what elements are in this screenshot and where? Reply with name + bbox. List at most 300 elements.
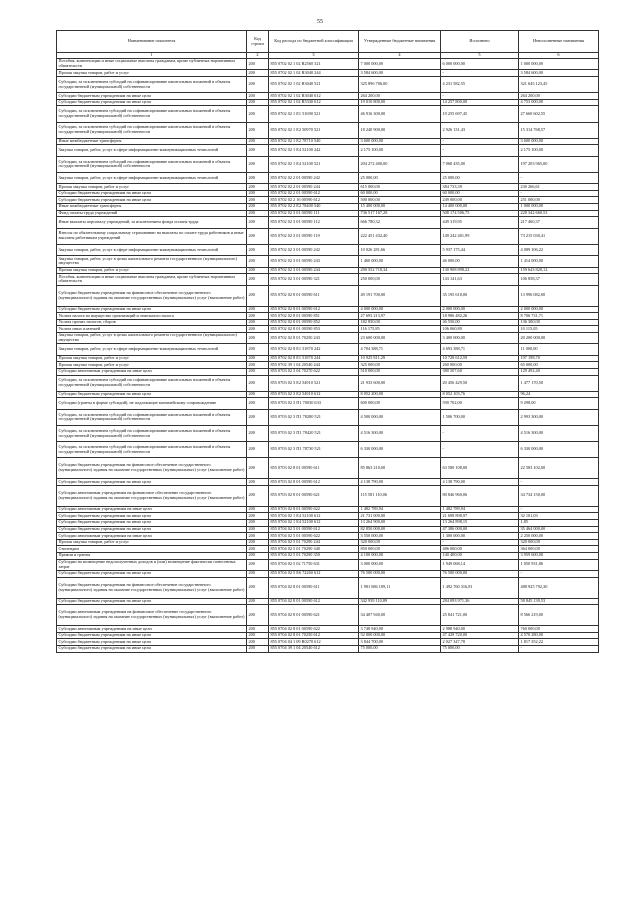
table-row [57, 228, 599, 244]
cell-line-code: 200 [247, 332, 269, 343]
cell-approved-amount: 27 693 213,97 [359, 313, 441, 320]
cell-indicator-name: Субсидии бюджетным учреждениям на иные цели [57, 93, 247, 100]
cell-classification-code: 855 0702 02 3 01 00590 111 [269, 210, 359, 217]
cell-classification-code: 855 0702 02 2 01 00590 244 [269, 184, 359, 191]
cell-executed-amount: - [441, 93, 519, 100]
page-number: 55 [317, 19, 323, 25]
cell-indicator-name: Прочая закупка товаров, работ и услуг [57, 362, 247, 369]
cell-classification-code: 855 0703 02 8 01 00590 622 [269, 506, 359, 513]
cell-indicator-name: Премии и гранты [57, 553, 247, 560]
cell-classification-code: 855 0702 02 1 02 R3040 244 [269, 70, 359, 77]
cell-approved-amount: 21 731 000,00 [359, 513, 441, 520]
cell-approved-amount: 264 200,00 [359, 93, 441, 100]
cell-indicator-name: Субсидии, за исключением субсидий на софинансирование капитальных вложений в объекты государственной (муниципальной) собственности [57, 76, 247, 92]
cell-classification-code: 855 0704 02 8 01 00590 622 [269, 626, 359, 633]
cell-line-code: 200 [247, 319, 269, 326]
header-classification-code: Код расхода по бюджетной классификации [269, 31, 359, 53]
cell-approved-amount: 615 000,00 [359, 184, 441, 191]
cell-approved-amount: 25 000,00 [359, 172, 441, 183]
cell-classification-code: 855 0702 02 1 E2 50970 521 [269, 122, 359, 138]
table-row [57, 326, 599, 333]
cell-approved-amount: 116 175,85 [359, 326, 441, 333]
header-remaining: Неисполненные назначения [519, 31, 599, 53]
table-header-row [57, 31, 599, 53]
cell-classification-code: 855 0702 02 1 E4 52100 242 [269, 145, 359, 156]
cell-line-code: 200 [247, 306, 269, 313]
cell-indicator-name: Субсидии бюджетным учреждениям на иные цели [57, 99, 247, 106]
cell-line-code: 200 [247, 639, 269, 646]
cell-approved-amount: 4 000 000,00 [359, 306, 441, 313]
cell-indicator-name: Иные выплаты персоналу учреждений, за исключением фонда оплаты труда [57, 217, 247, 228]
cell-line-code: 200 [247, 409, 269, 425]
cell-classification-code: 855 0704 02 8 01 00590 611 [269, 577, 359, 598]
cell-executed-amount: 14 257 800,00 [441, 99, 519, 106]
cell-indicator-name: Прочая закупка товаров, работ и услуг [57, 539, 247, 546]
column-index: 2 [247, 53, 269, 59]
cell-classification-code: 855 0702 02 3 01 00590 321 [269, 274, 359, 285]
cell-indicator-name: Уплата прочих налогов, сборов [57, 319, 247, 326]
cell-classification-code: 855 0704 02 5 01 70290 350 [269, 553, 359, 560]
cell-approved-amount: 75 000,00 [359, 645, 441, 652]
cell-executed-amount: 5 937 175,44 [441, 244, 519, 255]
table-row [57, 106, 599, 122]
cell-indicator-name: Субсидии, за исключением субсидий на софинансирование капитальных вложений в объекты государственной (муниципальной) собственности [57, 106, 247, 122]
table-row [57, 319, 599, 326]
table-row [57, 99, 599, 106]
cell-remaining-amount: 230 266,61 [519, 184, 599, 191]
cell-line-code: 200 [247, 256, 269, 267]
cell-approved-amount: 46 916 300,00 [359, 106, 441, 122]
cell-approved-amount: 23 600 000,00 [359, 332, 441, 343]
table-row [57, 375, 599, 391]
table-row [57, 577, 599, 598]
cell-line-code: 200 [247, 197, 269, 204]
cell-line-code: 200 [247, 106, 269, 122]
cell-indicator-name: Субсидии автономным учреждениям на иные цели [57, 368, 247, 375]
cell-executed-amount: 2 926 131,43 [441, 122, 519, 138]
table-row [57, 362, 599, 369]
header-line-code: Код строки [247, 31, 269, 53]
cell-approved-amount: 736 517 167,28 [359, 210, 441, 217]
cell-indicator-name: Субсидии бюджетным учреждениям на финансовое обеспечение государственного (муниципального) задания на оказание государственных (муниципальных) услуг (выполнение работ) [57, 458, 247, 479]
cell-executed-amount: 1 300 000,00 [441, 533, 519, 540]
cell-line-code: 200 [247, 485, 269, 506]
cell-line-code: 200 [247, 228, 269, 244]
cell-classification-code: 855 0704 02 8 01 70250 612 [269, 632, 359, 639]
cell-remaining-amount: 488 925 792,30 [519, 577, 599, 598]
cell-classification-code: 855 0702 02 1 02 R5330 612 [269, 99, 359, 106]
table-row [57, 122, 599, 138]
cell-executed-amount: 18 986 482,26 [441, 313, 519, 320]
cell-line-code: 200 [247, 344, 269, 355]
cell-executed-amount: - [441, 138, 519, 145]
table-row [57, 274, 599, 285]
cell-line-code: 200 [247, 626, 269, 633]
cell-classification-code: 855 0703 02 8 01 00590 621 [269, 485, 359, 506]
cell-line-code: 200 [247, 244, 269, 255]
cell-classification-code: 855 0702 02 2 01 00590 612 [269, 190, 359, 197]
cell-classification-code: 855 0702 02 1 02 R3040 612 [269, 93, 359, 100]
cell-indicator-name: Субсидии автономным учреждениям на иные цели [57, 626, 247, 633]
cell-line-code: 200 [247, 425, 269, 441]
cell-classification-code: 855 0704 02 8 01 00590 612 [269, 598, 359, 605]
cell-classification-code: 855 0703 02 8 01 00590 611 [269, 458, 359, 479]
cell-remaining-amount: 1 000 000,00 [519, 59, 599, 70]
cell-executed-amount: 143 141,63 [441, 274, 519, 285]
cell-approved-amount: 4 500 000,00 [359, 409, 441, 425]
cell-approved-amount: 3 000 000,00 [359, 559, 441, 570]
cell-line-code: 200 [247, 313, 269, 320]
cell-classification-code: 855 0703 02 3 04 70270 622 [269, 368, 359, 375]
cell-remaining-amount: 22 583 102,00 [519, 458, 599, 479]
cell-executed-amount: 6 000 000,00 [441, 59, 519, 70]
cell-approved-amount: 2 175 100,00 [359, 145, 441, 156]
cell-line-code: 200 [247, 138, 269, 145]
cell-executed-amount: 1 949 068,14 [441, 559, 519, 570]
cell-executed-amount: - [441, 425, 519, 441]
cell-approved-amount: 4 100 000,00 [359, 553, 441, 560]
cell-line-code: 200 [247, 362, 269, 369]
cell-indicator-name: Субсидии, за исключением субсидий на софинансирование капитальных вложений в объекты государственной (муниципальной) собственности [57, 375, 247, 391]
cell-classification-code: 855 0702 02 1 E4 52100 521 [269, 156, 359, 172]
cell-remaining-amount: 2 175 100,00 [519, 145, 599, 156]
cell-classification-code: 855 0702 02 8 01 00590 852 [269, 319, 359, 326]
cell-line-code: 200 [247, 598, 269, 605]
cell-indicator-name: Субсидии бюджетным учреждениям на финансовое обеспечение государственного (муниципального) задания на оказание государственных (муниципальных) услуг (выполнение работ) [57, 577, 247, 598]
cell-classification-code: 855 0704 02 5 E6 72260 612 [269, 571, 359, 578]
cell-remaining-amount: 3 584 600,00 [519, 70, 599, 77]
cell-approved-amount: 222 451 432,40 [359, 228, 441, 244]
cell-indicator-name: Фонд оплаты труда учреждений [57, 210, 247, 217]
cell-indicator-name: Закупка товаров, работ, услуг в целях капитального ремонта государственного (муниципального) имущества [57, 256, 247, 267]
column-index: 5 [441, 53, 519, 59]
cell-remaining-amount: 2 250 000,00 [519, 533, 599, 540]
column-index: 3 [269, 53, 359, 59]
cell-classification-code: 855 0704 02 5 01 00590 612 [269, 526, 359, 533]
cell-remaining-amount: 364 000,00 [519, 546, 599, 553]
cell-line-code: 200 [247, 274, 269, 285]
cell-classification-code: 855 0702 02 8 E1 51870 244 [269, 355, 359, 362]
cell-approved-amount: 3 748 940,00 [359, 626, 441, 633]
table-row [57, 553, 599, 560]
cell-remaining-amount: 8 706 731,71 [519, 313, 599, 320]
cell-indicator-name: Субсидии бюджетным учреждениям на иные цели [57, 526, 247, 533]
cell-indicator-name: Субсидии автономным учреждениям на иные цели [57, 506, 247, 513]
cell-indicator-name: Закупка товаров, работ, услуг в сфере информационно-коммуникационных технологий [57, 145, 247, 156]
cell-executed-amount: 3 400 000,00 [441, 332, 519, 343]
table-row [57, 70, 599, 77]
cell-executed-amount: - [441, 145, 519, 156]
cell-approved-amount: 500 000,00 [359, 197, 441, 204]
cell-classification-code: 855 0703 02 3 E2 54910 612 [269, 391, 359, 398]
cell-indicator-name: Закупка товаров, работ, услуг в сфере информационно-коммуникационных технологий [57, 244, 247, 255]
table-row [57, 210, 599, 217]
cell-remaining-amount: 65 000,00 [519, 362, 599, 369]
cell-indicator-name: Стипендии [57, 546, 247, 553]
cell-classification-code: 855 0702 02 3 01 00590 242 [269, 244, 359, 255]
table-row [57, 145, 599, 156]
cell-classification-code: 855 0703 02 3 П1 78730 521 [269, 442, 359, 458]
cell-classification-code: 855 0702 02 3 01 00590 244 [269, 267, 359, 274]
cell-indicator-name: Уплата налога на имущество организаций и земельного налога [57, 313, 247, 320]
table-row [57, 539, 599, 546]
cell-executed-amount: 1 506 700,00 [441, 409, 519, 425]
cell-classification-code: 855 0704 02 5 01 70290 244 [269, 539, 359, 546]
cell-approved-amount: 21 933 600,00 [359, 375, 441, 391]
cell-classification-code: 855 0702 02 3 01 00590 112 [269, 217, 359, 228]
cell-classification-code: 855 0702 02 8 01 00590 611 [269, 285, 359, 306]
cell-approved-amount: 510 000,00 [359, 368, 441, 375]
table-row [57, 605, 599, 626]
cell-line-code: 200 [247, 571, 269, 578]
cell-indicator-name: Закупка товаров, работ, услуг в сфере информационно-коммуникационных технологий [57, 172, 247, 183]
cell-approved-amount: 76 500 000,00 [359, 571, 441, 578]
cell-remaining-amount: 35 464 000,00 [519, 526, 599, 533]
cell-line-code: 200 [247, 546, 269, 553]
cell-classification-code: 855 0702 02 8 01 00590 851 [269, 313, 359, 320]
cell-classification-code: 855 0704 02 5 02 71750 631 [269, 559, 359, 570]
cell-indicator-name: Прочая закупка товаров, работ и услуг [57, 267, 247, 274]
table-row [57, 639, 599, 646]
cell-executed-amount: 14 400 000,00 [441, 204, 519, 211]
cell-approved-amount: 182 850,00 [359, 319, 441, 326]
cell-line-code: 200 [247, 59, 269, 70]
cell-approved-amount: 204 272 400,00 [359, 156, 441, 172]
cell-executed-amount: - [441, 442, 519, 458]
header-approved: Утвержденные бюджетные назначения [359, 31, 441, 53]
cell-indicator-name: Субсидии, за исключением субсидий на софинансирование капитальных вложений в объекты государственной (муниципальной) собственности [57, 409, 247, 425]
cell-classification-code: 855 0702 02 1 02 R3040 521 [269, 76, 359, 92]
cell-executed-amount: 2 000 000,00 [441, 306, 519, 313]
table-row [57, 391, 599, 398]
cell-line-code: 200 [247, 204, 269, 211]
cell-executed-amount: 260 000,00 [441, 362, 519, 369]
header-indicator-name: Наименование показателя [57, 31, 247, 53]
table-row [57, 458, 599, 479]
cell-line-code: 200 [247, 632, 269, 639]
cell-executed-amount: 449 319,95 [441, 217, 519, 228]
cell-remaining-amount: 27 660 602,55 [519, 106, 599, 122]
cell-executed-amount: 380 507,60 [441, 368, 519, 375]
cell-executed-amount: 4 231 582,55 [441, 76, 519, 92]
cell-executed-amount: 20 456 429,50 [441, 375, 519, 391]
cell-approved-amount: 290 552 718,34 [359, 267, 441, 274]
cell-executed-amount: 590 702,00 [441, 398, 519, 409]
cell-remaining-amount: - [519, 479, 599, 486]
table-row [57, 59, 599, 70]
table-row [57, 306, 599, 313]
cell-indicator-name: Субсидии бюджетным учреждениям на иные цели [57, 639, 247, 646]
cell-remaining-amount: 32 101,03 [519, 513, 599, 520]
cell-classification-code: 855 0703 02 3 П1 78280 521 [269, 409, 359, 425]
cell-remaining-amount: - [519, 172, 599, 183]
cell-classification-code: 855 0704 02 8 01 00590 621 [269, 605, 359, 626]
table-row [57, 485, 599, 506]
cell-line-code: 200 [247, 375, 269, 391]
cell-remaining-amount: 4 089 106,22 [519, 244, 599, 255]
cell-executed-amount: 35 195 618,00 [441, 285, 519, 306]
cell-line-code: 200 [247, 172, 269, 183]
cell-approved-amount: 1 981 686 109,11 [359, 577, 441, 598]
cell-classification-code: 855 0704 02 1 E4 52100 612 [269, 513, 359, 520]
cell-remaining-amount: 1 050 931,86 [519, 559, 599, 570]
table-row [57, 632, 599, 639]
cell-indicator-name: Прочая закупка товаров, работ и услуг [57, 184, 247, 191]
table-row [57, 138, 599, 145]
cell-classification-code: 855 0704 02 5 01 00590 622 [269, 533, 359, 540]
cell-indicator-name: Субсидии бюджетным учреждениям на иные цели [57, 598, 247, 605]
cell-executed-amount: 46 000,00 [441, 256, 519, 267]
cell-remaining-amount: 34 734 150,00 [519, 485, 599, 506]
cell-remaining-amount: 217 460,37 [519, 217, 599, 228]
cell-indicator-name: Субсидии бюджетным учреждениям на финансовое обеспечение государственного (муниципального) задания на оказание государственных (муниципальных) услуг (выполнение работ) [57, 285, 247, 306]
cell-classification-code: 855 0702 02 1 02 R2560 321 [269, 59, 359, 70]
table-row [57, 425, 599, 441]
cell-indicator-name: Пособия, компенсации и иные социальные выплаты гражданам, кроме публичных нормативных обязательств [57, 274, 247, 285]
cell-remaining-amount: 2 993 300,00 [519, 409, 599, 425]
cell-remaining-amount: 96,24 [519, 391, 599, 398]
cell-indicator-name: Субсидии (гранты в форме субсидий), не подлежащие казначейскому сопровождению [57, 398, 247, 409]
cell-line-code: 200 [247, 99, 269, 106]
column-index: 1 [57, 53, 247, 59]
table-row [57, 190, 599, 197]
cell-executed-amount: 130 908 898,22 [441, 267, 519, 274]
cell-classification-code: 855 0702 02 2 01 00590 242 [269, 172, 359, 183]
table-row [57, 559, 599, 570]
cell-indicator-name: Субсидии бюджетным учреждениям на иные цели [57, 571, 247, 578]
cell-indicator-name: Прочая закупка товаров, работ и услуг [57, 355, 247, 362]
cell-line-code: 200 [247, 368, 269, 375]
cell-approved-amount: 115 581 110,06 [359, 485, 441, 506]
cell-classification-code: 855 0702 02 8 01 00590 853 [269, 326, 359, 333]
cell-approved-amount: 1 460 000,00 [359, 256, 441, 267]
cell-executed-amount: 47 429 720,00 [441, 632, 519, 639]
cell-line-code: 200 [247, 479, 269, 486]
cell-line-code: 200 [247, 553, 269, 560]
cell-remaining-amount: - [519, 190, 599, 197]
cell-approved-amount: 19 010 800,00 [359, 99, 441, 106]
cell-indicator-name: Закупка товаров, работ, услуг в сфере информационно-коммуникационных технологий [57, 344, 247, 355]
cell-remaining-amount: 264 200,00 [519, 93, 599, 100]
cell-executed-amount: 80 846 960,06 [441, 485, 519, 506]
cell-line-code: 200 [247, 577, 269, 598]
cell-executed-amount: 384 733,39 [441, 184, 519, 191]
cell-executed-amount: 25 000,00 [441, 172, 519, 183]
cell-line-code: 200 [247, 326, 269, 333]
cell-remaining-amount: 3 600 000,00 [519, 138, 599, 145]
cell-approved-amount: 49 191 700,00 [359, 285, 441, 306]
cell-remaining-amount: 73 215 030,41 [519, 228, 599, 244]
cell-line-code: 200 [247, 76, 269, 92]
cell-classification-code: 855 0702 02 8 E1 51870 242 [269, 344, 359, 355]
cell-indicator-name: Субсидии бюджетным учреждениям на иные цели [57, 391, 247, 398]
cell-approved-amount: 15 400 000,00 [359, 204, 441, 211]
cell-executed-amount: 106 060,80 [441, 326, 519, 333]
cell-classification-code: 855 0704 02 1 E4 52100 612 [269, 520, 359, 527]
cell-approved-amount: 342 939 110,89 [359, 598, 441, 605]
table-row [57, 598, 599, 605]
cell-approved-amount: 250 000,00 [359, 274, 441, 285]
cell-line-code: 200 [247, 526, 269, 533]
table-row [57, 93, 599, 100]
cell-executed-amount: 21 698 898,97 [441, 513, 519, 520]
cell-approved-amount: 1 482 789,94 [359, 506, 441, 513]
cell-line-code: 200 [247, 645, 269, 652]
cell-remaining-amount: 13 996 082,00 [519, 285, 599, 306]
table-row [57, 267, 599, 274]
cell-line-code: 200 [247, 506, 269, 513]
cell-classification-code: 855 0704 04 1 09 R0270 612 [269, 639, 359, 646]
cell-line-code: 200 [247, 533, 269, 540]
cell-approved-amount: 52 000 000,00 [359, 632, 441, 639]
cell-remaining-amount: 159 643 820,12 [519, 267, 599, 274]
cell-executed-amount: 2 027 347,78 [441, 639, 519, 646]
cell-executed-amount: - [441, 70, 519, 77]
cell-classification-code: 855 0702 02 2 16 00590 612 [269, 197, 359, 204]
cell-indicator-name: Субсидии бюджетным учреждениям на иные цели [57, 520, 247, 527]
cell-executed-amount: 13 264 898,15 [441, 520, 519, 527]
cell-approved-amount: 3 584 600,00 [359, 70, 441, 77]
cell-remaining-amount: 197 203 965,00 [519, 156, 599, 172]
cell-line-code: 200 [247, 513, 269, 520]
cell-indicator-name: Пособия, компенсации и иные социальные выплаты гражданам, кроме публичных нормативных обязательств [57, 59, 247, 70]
cell-line-code: 200 [247, 190, 269, 197]
cell-executed-amount: - [441, 539, 519, 546]
table-row [57, 526, 599, 533]
cell-executed-amount: 149 242 401,99 [441, 228, 519, 244]
table-row [57, 626, 599, 633]
cell-approved-amount: 320 000,00 [359, 539, 441, 546]
cell-classification-code: 855 0702 02 3 01 00590 243 [269, 256, 359, 267]
cell-approved-amount: 4 704 388,71 [359, 344, 441, 355]
cell-indicator-name: Закупка товаров, работ, услуг в целях капитального ремонта государственного (муниципального) имущества [57, 332, 247, 343]
table-row [57, 513, 599, 520]
cell-indicator-name: Иные межбюджетные трансферты [57, 204, 247, 211]
cell-indicator-name: Уплата иных платежей [57, 326, 247, 333]
cell-classification-code: 855 0703 02 8 01 00590 612 [269, 479, 359, 486]
cell-executed-amount: 486 000,00 [441, 546, 519, 553]
cell-indicator-name: Субсидии бюджетным учреждениям на иные цели [57, 197, 247, 204]
budget-table-container [56, 30, 598, 653]
table-row [57, 355, 599, 362]
cell-executed-amount: 47 386 000,00 [441, 526, 519, 533]
cell-remaining-amount: - [519, 645, 599, 652]
cell-executed-amount: 76 500 000,00 [441, 571, 519, 578]
cell-indicator-name: Субсидии бюджетным учреждениям на иные цели [57, 645, 247, 652]
cell-indicator-name: Субсидии бюджетным учреждениям на иные цели [57, 513, 247, 520]
cell-indicator-name: Субсидии, за исключением субсидий на софинансирование капитальных вложений в объекты государственной (муниципальной) собственности [57, 122, 247, 138]
cell-line-code: 200 [247, 217, 269, 228]
cell-line-code: 200 [247, 122, 269, 138]
cell-line-code: 200 [247, 391, 269, 398]
cell-line-code: 200 [247, 539, 269, 546]
cell-approved-amount: 10 026 281,66 [359, 244, 441, 255]
cell-approved-amount: 325 896 706,00 [359, 76, 441, 92]
cell-indicator-name: Субсидии, за исключением субсидий на софинансирование капитальных вложений в объекты государственной (муниципальной) собственности [57, 442, 247, 458]
column-index: 4 [359, 53, 441, 59]
cell-indicator-name: Субсидии бюджетным учреждениям на иные цели [57, 632, 247, 639]
cell-remaining-amount: 1 414 000,00 [519, 256, 599, 267]
cell-executed-amount: 1 482 789,94 [441, 506, 519, 513]
cell-approved-amount: 4 516 300,00 [359, 425, 441, 441]
table-row [57, 217, 599, 228]
cell-classification-code: 855 0704 02 5 01 70290 340 [269, 546, 359, 553]
cell-approved-amount: 666 780,32 [359, 217, 441, 228]
cell-line-code: 200 [247, 267, 269, 274]
cell-remaining-amount: 11 000,00 [519, 344, 599, 355]
cell-remaining-amount: 760 000,00 [519, 626, 599, 633]
cell-classification-code: 855 0702 02 3 01 00590 119 [269, 228, 359, 244]
